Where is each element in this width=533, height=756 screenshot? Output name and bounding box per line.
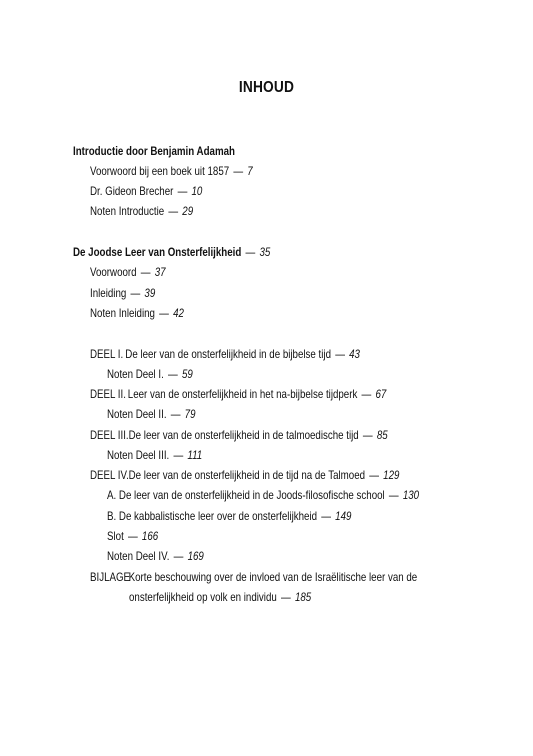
dash: — — [173, 550, 184, 563]
entry-text: Noten Introductie — [90, 205, 165, 218]
entry-text: Noten Deel IV. — [107, 550, 170, 563]
dash: — — [168, 205, 179, 218]
toc-entry — [90, 205, 193, 219]
entry-text: Leer van de onsterfelijkheid in het na-bijbelse tijdperk — [127, 388, 358, 401]
entry-text: De leer van de onsterfelijkheid in de talmoedische tijd — [128, 429, 359, 442]
dash: — — [173, 449, 184, 462]
toc-entry — [107, 489, 419, 503]
dash: — — [177, 185, 188, 198]
dash: — — [233, 165, 244, 178]
dash: — — [140, 266, 151, 279]
toc-entry — [107, 550, 204, 564]
entry-text: onsterfelijkheid op volk en individu — [129, 591, 277, 604]
dash: — — [281, 591, 291, 604]
page-number: 59 — [181, 368, 193, 381]
part-label: BIJLAGE — [90, 571, 131, 584]
entry-text: Noten Deel III. — [107, 449, 170, 462]
toc-entry-part — [90, 388, 386, 402]
toc-entry — [90, 307, 184, 321]
toc-entry-part — [90, 429, 388, 443]
entry-text: De leer van de onsterfelijkheid in de tijd na de Talmoed — [128, 469, 366, 482]
page-number: 42 — [173, 307, 184, 320]
page-number: 39 — [144, 287, 156, 300]
entry-text: De Joodse Leer van Onsterfelijkheid — [73, 246, 242, 259]
page-number: 37 — [154, 266, 166, 279]
entry-text: Dr. Gideon Brecher — [90, 185, 174, 198]
page-number: 79 — [184, 408, 196, 421]
toc-heading-intro: Introductie door Benjamin Adamah — [73, 145, 235, 158]
dash: — — [168, 368, 178, 381]
page-number: 130 — [402, 489, 420, 502]
page-number: 185 — [294, 591, 312, 604]
entry-text: Korte beschouwing over de invloed van de Israëlitische leer van de — [128, 571, 418, 584]
entry-text: Noten Inleiding — [90, 307, 155, 320]
page-number: 129 — [383, 469, 400, 482]
entry-text: Voorwoord — [90, 266, 137, 279]
dash: — — [159, 307, 169, 320]
toc-entry — [90, 165, 253, 179]
dash: — — [130, 287, 141, 300]
page-number: 166 — [141, 530, 159, 543]
entry-text: Noten Deel I. — [107, 368, 164, 381]
page-number: 111 — [187, 449, 203, 462]
page-number: 7 — [247, 165, 253, 178]
toc-entry-part — [90, 571, 417, 585]
toc-entry — [90, 185, 202, 199]
page-number: 149 — [335, 510, 352, 523]
toc-entry-part — [90, 469, 399, 483]
entry-text: Noten Deel II. — [107, 408, 167, 421]
page-number: 29 — [182, 205, 194, 218]
entry-text: Inleiding — [90, 287, 127, 300]
toc-heading-main — [73, 246, 270, 260]
page-number: 67 — [375, 388, 387, 401]
toc-entry — [107, 449, 202, 463]
dash: — — [369, 469, 379, 482]
entry-text: B. De kabbalistische leer over de onsterfelijkheid — [107, 510, 318, 523]
dash: — — [245, 246, 256, 259]
dash: — — [321, 510, 331, 523]
part-label: DEEL I. — [90, 348, 124, 361]
toc-entry-continued — [129, 591, 311, 605]
part-label: DEEL IV. — [90, 469, 129, 482]
dash: — — [170, 408, 181, 421]
toc-entry-part — [90, 348, 360, 362]
toc-entry — [90, 287, 155, 301]
page-number: 35 — [259, 246, 271, 259]
toc-entry — [90, 266, 166, 280]
page-number: 85 — [376, 429, 388, 442]
toc-entry — [107, 368, 193, 382]
page-number: 43 — [349, 348, 360, 361]
entry-text: Voorwoord bij een boek uit 1857 — [90, 165, 230, 178]
toc-entry — [107, 530, 158, 544]
toc-entry — [107, 408, 196, 422]
page-title: INHOUD — [238, 79, 295, 96]
dash: — — [361, 388, 372, 401]
page-number: 10 — [191, 185, 203, 198]
entry-text: De leer van de onsterfelijkheid in de bijbelse tijd — [125, 348, 332, 361]
entry-text: Slot — [107, 530, 124, 543]
dash: — — [127, 530, 138, 543]
page-number: 169 — [187, 550, 204, 563]
part-label: DEEL III. — [90, 429, 129, 442]
dash: — — [388, 489, 399, 502]
dash: — — [362, 429, 373, 442]
part-label: DEEL II. — [90, 388, 126, 401]
toc-entry — [107, 510, 351, 524]
dash: — — [335, 348, 345, 361]
entry-text: A. De leer van de onsterfelijkheid in de Joods-filosofische school — [107, 489, 385, 502]
